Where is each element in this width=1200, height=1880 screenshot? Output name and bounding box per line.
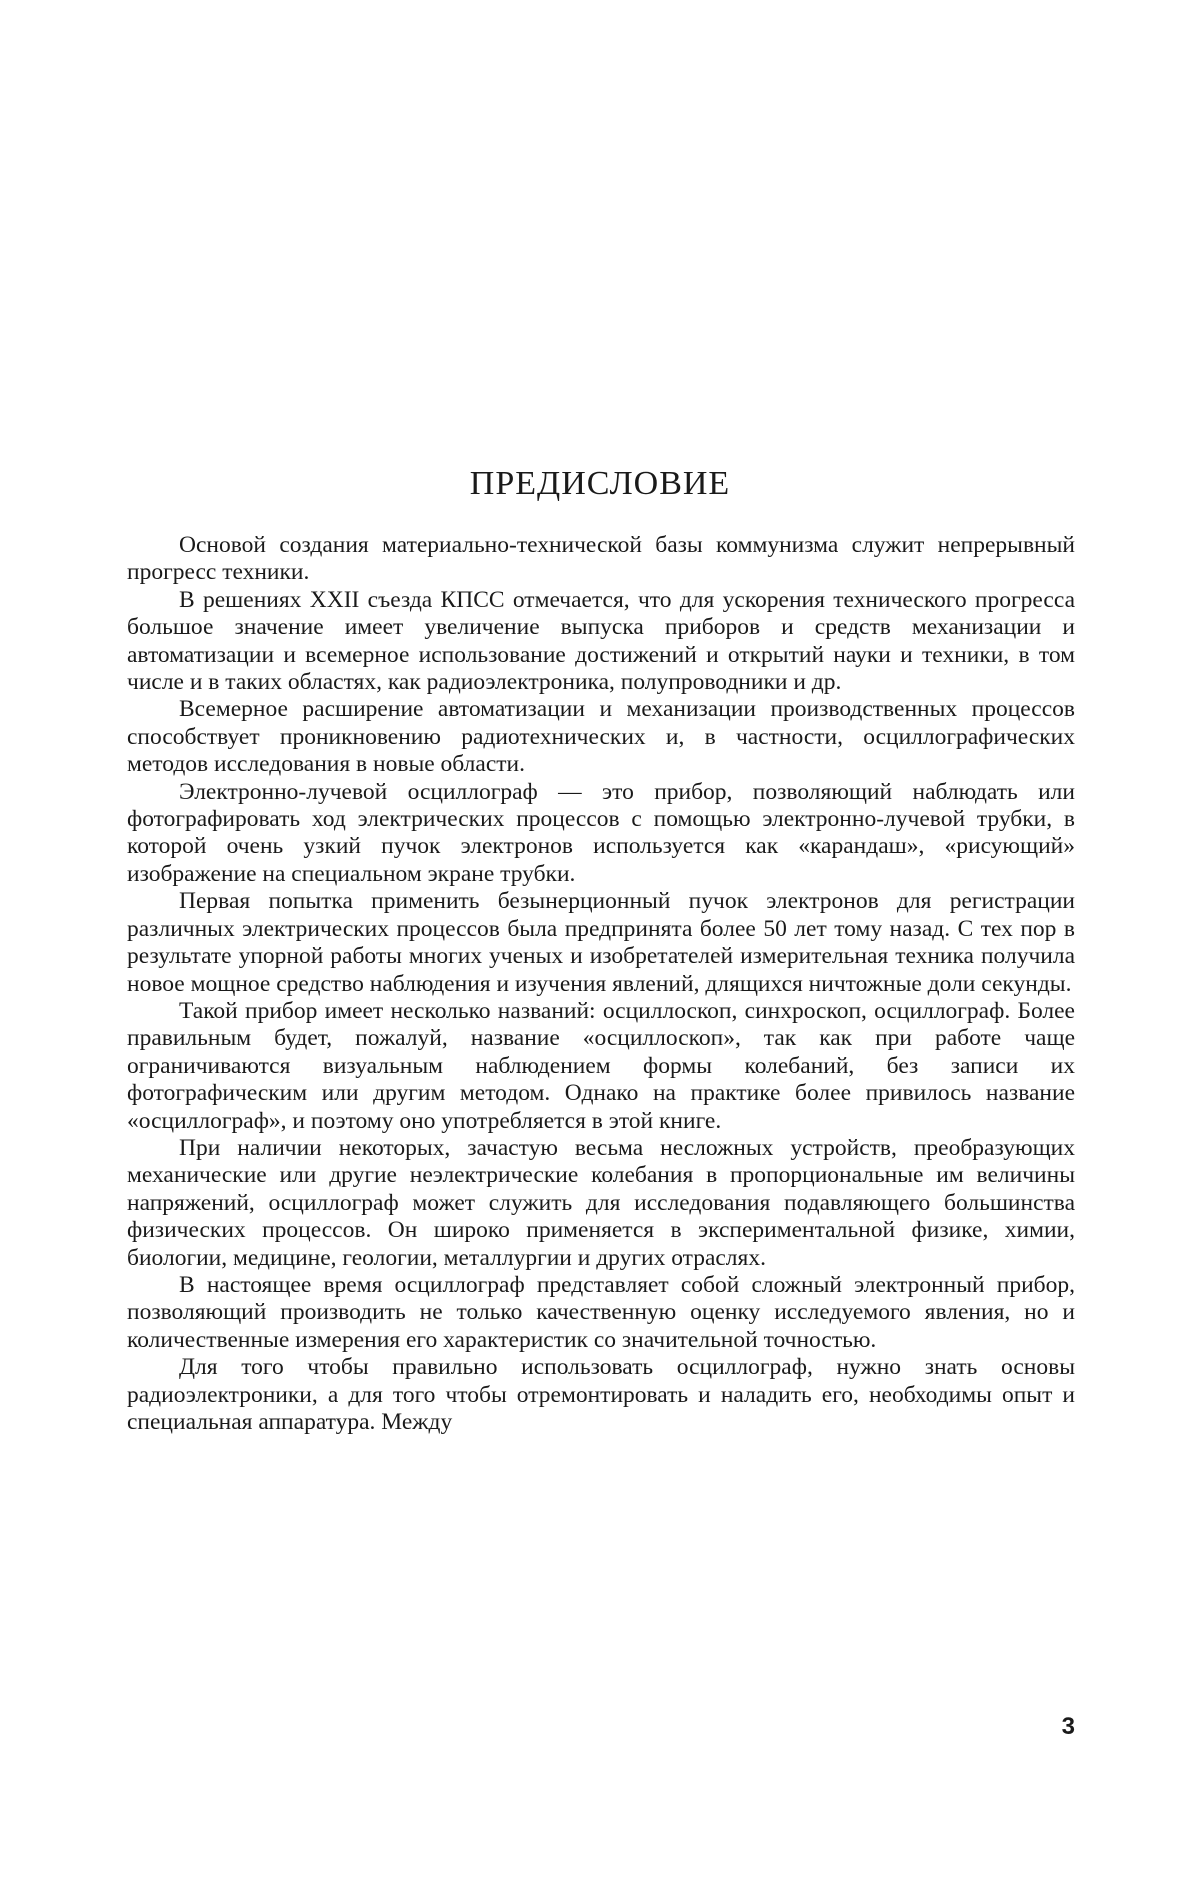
page-title: ПРЕДИСЛОВИЕ [0,462,1200,506]
paragraph: Первая попытка применить безынерционный пучок электронов для регистрации различных электрических процессов была предпринята более 50 лет тому назад. С тех пор в результате упорной работы многих ученых и изобретателей измерительная техника получила новое мощное средство наблюдения и изучения явлений, длящихся ничтожные доли секунды. [127,888,1075,998]
paragraph: При наличии некоторых, зачастую весьма несложных устройств, преобразующих механические или другие неэлектрические колебания в пропорциональные им величины напряжений, осциллограф может служить для исследования подавляющего большинства физических процессов. Он широко применяется в экспериментальной физике, химии, биологии, медицине, геологии, металлургии и других отраслях. [127,1135,1075,1272]
paragraph: Для того чтобы правильно использовать осциллограф, нужно знать основы радиоэлектроники, а для того чтобы отремонтировать и наладить его, необходимы опыт и специальная аппаратура. Между [127,1354,1075,1436]
preface-body [127,532,1075,1436]
paragraph: Основой создания материально-технической базы коммунизма служит непрерывный прогресс техники. [127,532,1075,587]
book-page [0,0,1200,1880]
paragraph: Всемерное расширение автоматизации и механизации производственных процессов способствует проникновению радиотехнических и, в частности, осциллографических методов исследования в новые области. [127,696,1075,778]
paragraph: В настоящее время осциллограф представляет собой сложный электронный прибор, позволяющий производить не только качественную оценку исследуемого явления, но и количественные измерения его характеристик со значительной точностью. [127,1272,1075,1354]
page-number: 3 [1062,1712,1075,1742]
paragraph: В решениях XXII съезда КПСС отмечается, что для ускорения технического прогресса большое значение имеет увеличение выпуска приборов и средств механизации и автоматизации и всемерное использование достижений и открытий науки и техники, в том числе и в таких областях, как радиоэлектроника, полупроводники и др. [127,587,1075,697]
paragraph: Такой прибор имеет несколько названий: осциллоскоп, синхроскоп, осциллограф. Более правильным будет, пожалуй, название «осциллоскоп», так как при работе чаще ограничиваются визуальным наблюдением формы колебаний, без записи их фотографическим или другим методом. Однако на практике более привилось название «осциллограф», и поэтому оно употребляется в этой книге. [127,998,1075,1135]
paragraph: Электронно-лучевой осциллограф — это прибор, позволяющий наблюдать или фотографировать ход электрических процессов с помощью электронно-лучевой трубки, в которой очень узкий пучок электронов используется как «карандаш», «рисующий» изображение на специальном экране трубки. [127,779,1075,889]
